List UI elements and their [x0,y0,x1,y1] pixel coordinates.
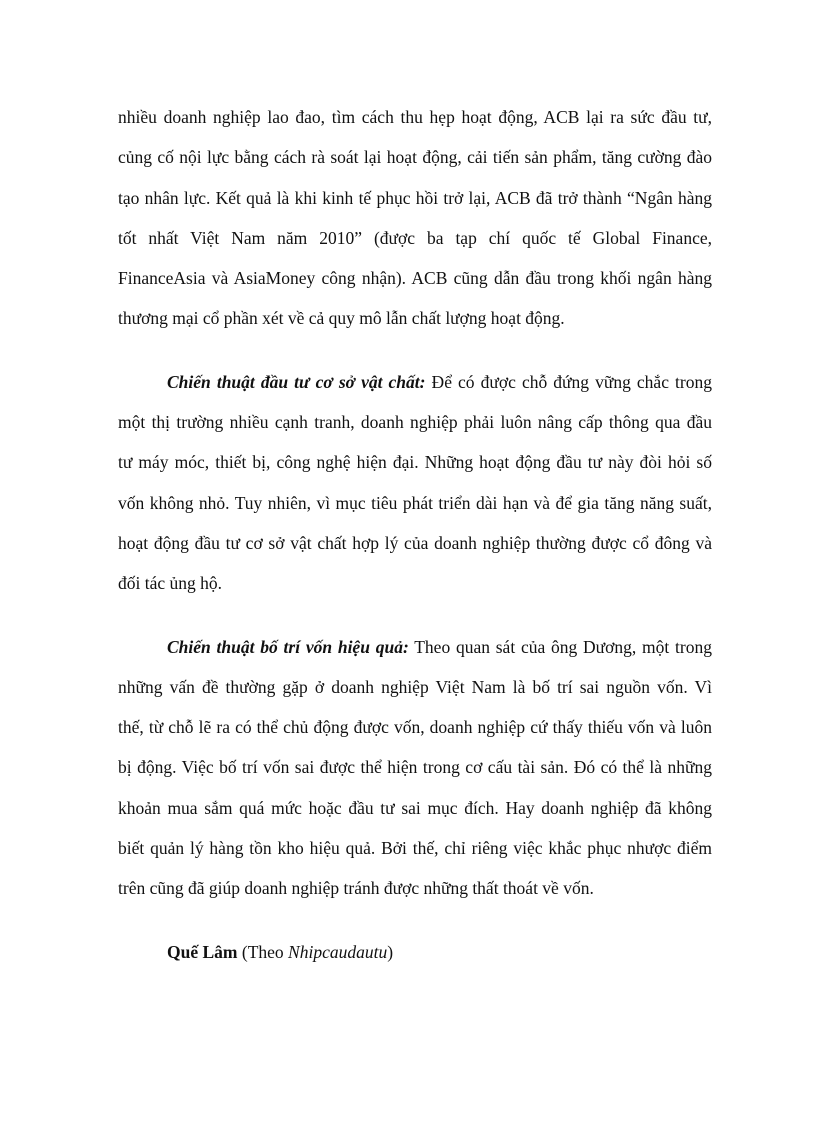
text-line: tư máy móc, thiết bị, công nghệ hiện đại. Những hoạt động đầu tư này đòi hỏi số [118,452,712,473]
text-line: bị động. Việc bố trí vốn sai được thể hiện trong cơ cấu tài sản. Đó có thể là những [118,757,712,778]
text-line: khoản mua sắm quá mức hoặc đầu tư sai mục đích. Hay doanh nghiệp đã không [118,797,712,818]
paragraph-capital-tactic [118,627,712,909]
text-line: vốn không nhỏ. Tuy nhiên, vì mục tiêu phát triển dài hạn và để gia tăng năng suất, [118,492,712,513]
text-line: biết quản lý hàng tồn kho hiệu quả. Bởi thế, chỉ riêng việc khắc phục nhược điểm [118,838,712,859]
paragraph-infrastructure-tactic [118,362,712,604]
text-line: thương mại cổ phần xét về cả quy mô lẫn chất lượng hoạt động. [118,308,565,329]
source-suffix: ) [387,941,394,962]
tactic-heading: Chiến thuật bố trí vốn hiệu quả: [167,636,409,657]
text-line-rest: Theo quan sát của ông Dương, một trong [408,636,712,657]
text-line: củng cố nội lực bằng cách rà soát lại hoạt động, cải tiến sản phẩm, tăng cường đào [118,147,712,168]
text-line-rest: Để có được chỗ đứng vững chắc trong [425,371,712,392]
author-signature [118,932,712,972]
text-line: tạo nhân lực. Kết quả là khi kinh tế phục hồi trở lại, ACB đã trở thành “Ngân hàng [118,187,712,208]
tactic-heading: Chiến thuật đầu tư cơ sở vật chất: [167,371,426,392]
text-line: một thị trường nhiều cạnh tranh, doanh nghiệp phải luôn nâng cấp thông qua đầu [118,412,712,433]
text-line-first [118,627,712,667]
text-line: thế, từ chỗ lẽ ra có thể chủ động được vốn, doanh nghiệp cứ thấy thiếu vốn và luôn [118,717,712,738]
text-line: những vấn đề thường gặp ở doanh nghiệp Việt Nam là bố trí sai nguồn vốn. Vì [118,676,712,697]
author-name: Quế Lâm [167,941,238,962]
text-line: nhiều doanh nghiệp lao đao, tìm cách thu hẹp hoạt động, ACB lại ra sức đầu tư, [118,107,712,127]
text-line: trên cũng đã giúp doanh nghiệp tránh được những thất thoát về vốn. [118,878,594,899]
text-line-first [118,362,712,402]
source-name: Nhipcaudautu [288,941,388,962]
text-line: FinanceAsia và AsiaMoney công nhận). ACB cũng dẫn đầu trong khối ngân hàng [118,268,712,289]
text-line: đối tác ủng hộ. [118,573,223,594]
text-line: hoạt động đầu tư cơ sở vật chất hợp lý của doanh nghiệp thường được cổ đông và [118,532,712,553]
paragraph-acb-continuation [118,97,712,339]
source-prefix: (Theo [237,941,289,962]
text-line: tốt nhất Việt Nam năm 2010” (được ba tạp chí quốc tế Global Finance, [118,227,712,248]
